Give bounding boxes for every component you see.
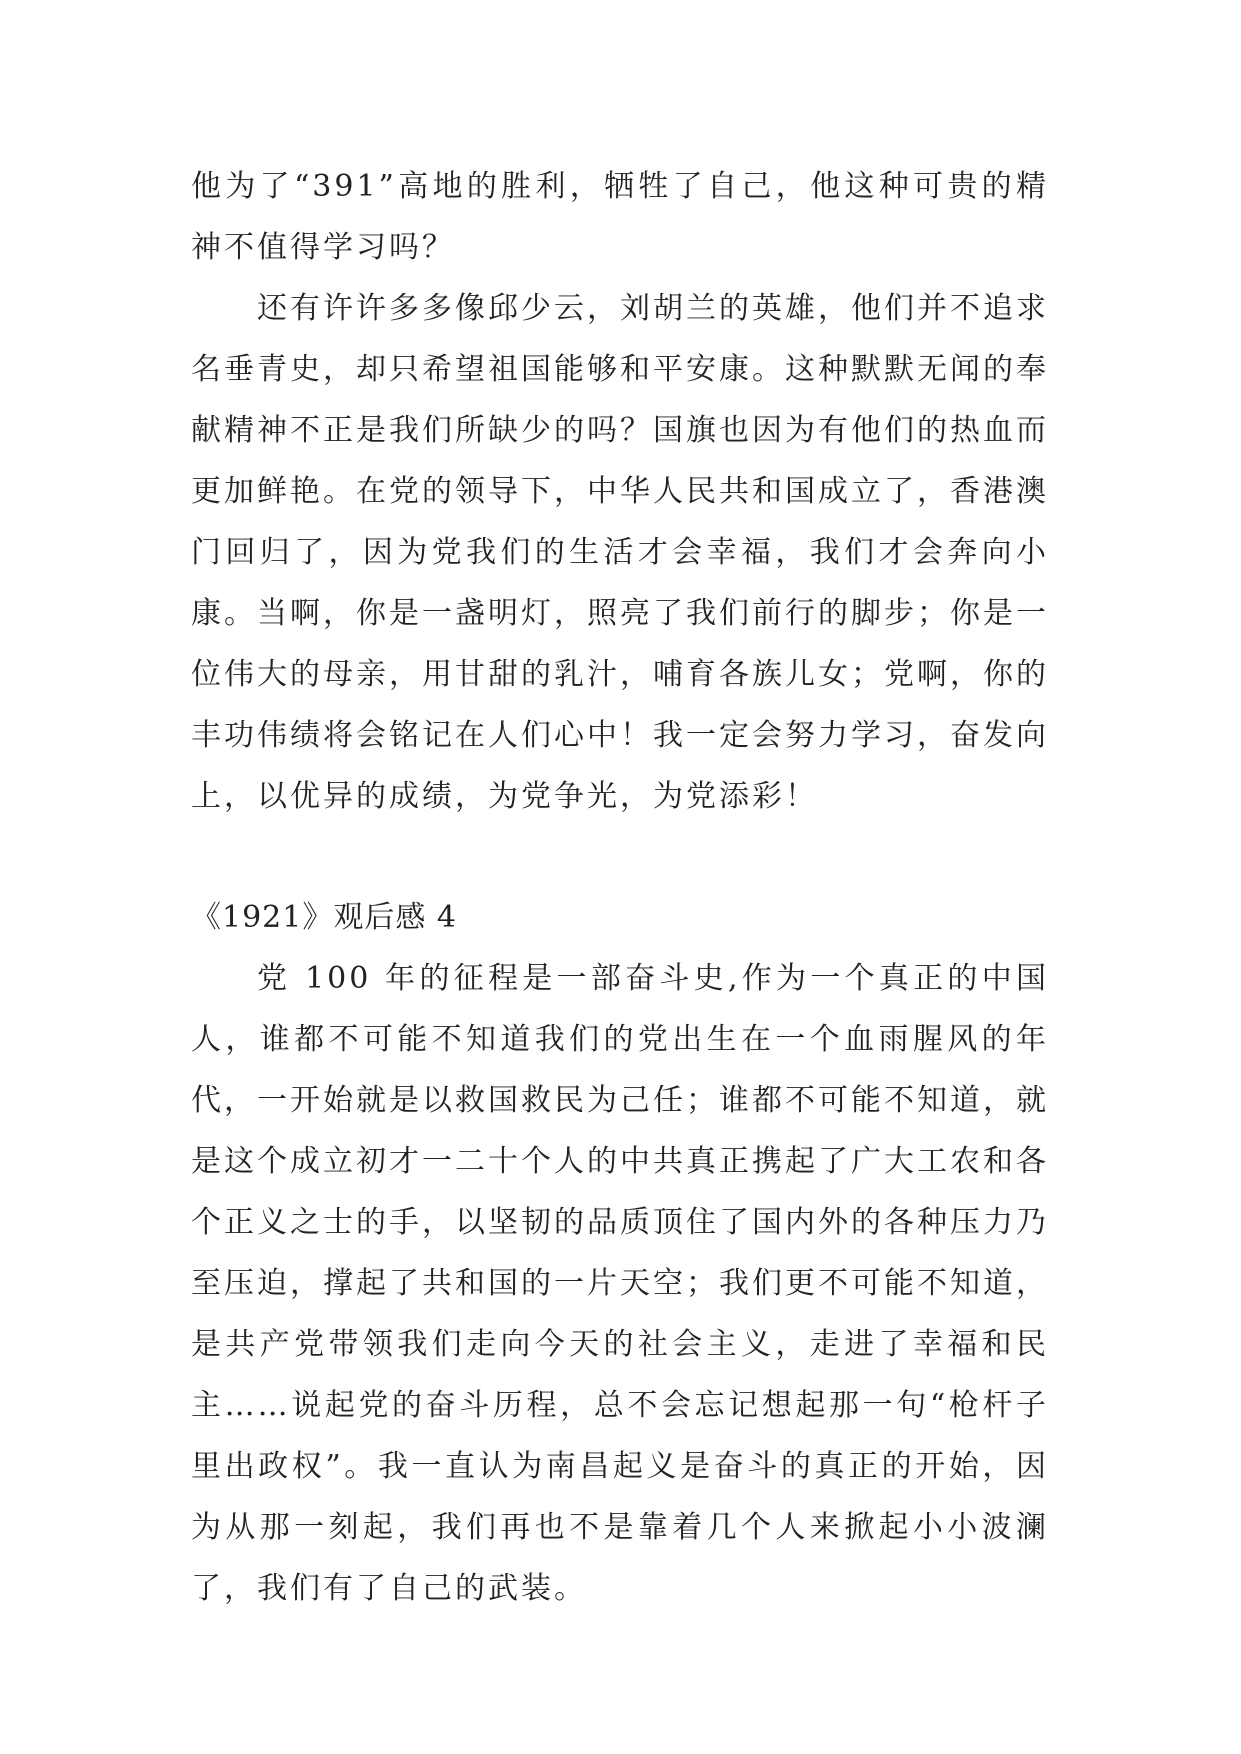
paragraph-continuation: 他为了“391”高地的胜利，牺牲了自己，他这种可贵的精神不值得学习吗？ [191,169,1049,265]
section-heading: 《1921》观后感 4 [191,900,457,935]
paragraph-heroes: 还有许许多多像邱少云，刘胡兰的英雄，他们并不追求名垂青史，却只希望祖国能够和平安康。这种默默无闻的奉献精神不正是我们所缺少的吗？国旗也因为有他们的热血而更加鲜艳。在党的领导下，中华人民共和国成立了，香港澳门回归了，因为党我们的生活才会幸福，我们才会奔向小康。当啊，你是一盏明灯，照亮了我们前行的脚步；你是一位伟大的母亲，用甘甜的乳汁，哺育各族儿女；党啊，你的丰功伟绩将会铭记在人们心中！我一定会努力学习，奋发向上，以优异的成绩，为党争光，为党添彩！ [191,291,1049,814]
document-body [191,156,1049,1619]
paragraph-party-history: 党 100 年的征程是一部奋斗史,作为一个真正的中国人，谁都不可能不知道我们的党出生在一个血雨腥风的年代，一开始就是以救国救民为己任；谁都不可能不知道，就是这个成立初才一二十个人的中共真正携起了广大工农和各个正义之士的手，以坚韧的品质顶住了国内外的各种压力乃至压迫，撑起了共和国的一片天空；我们更不可能不知道，是共产党带领我们走向今天的社会主义，走进了幸福和民主……说起党的奋斗历程，总不会忘记想起那一句“枪杆子里出政权”。我一直认为南昌起义是奋斗的真正的开始，因为从那一刻起，我们再也不是靠着几个人来掀起小小波澜了，我们有了自己的武装。 [191,961,1049,1606]
